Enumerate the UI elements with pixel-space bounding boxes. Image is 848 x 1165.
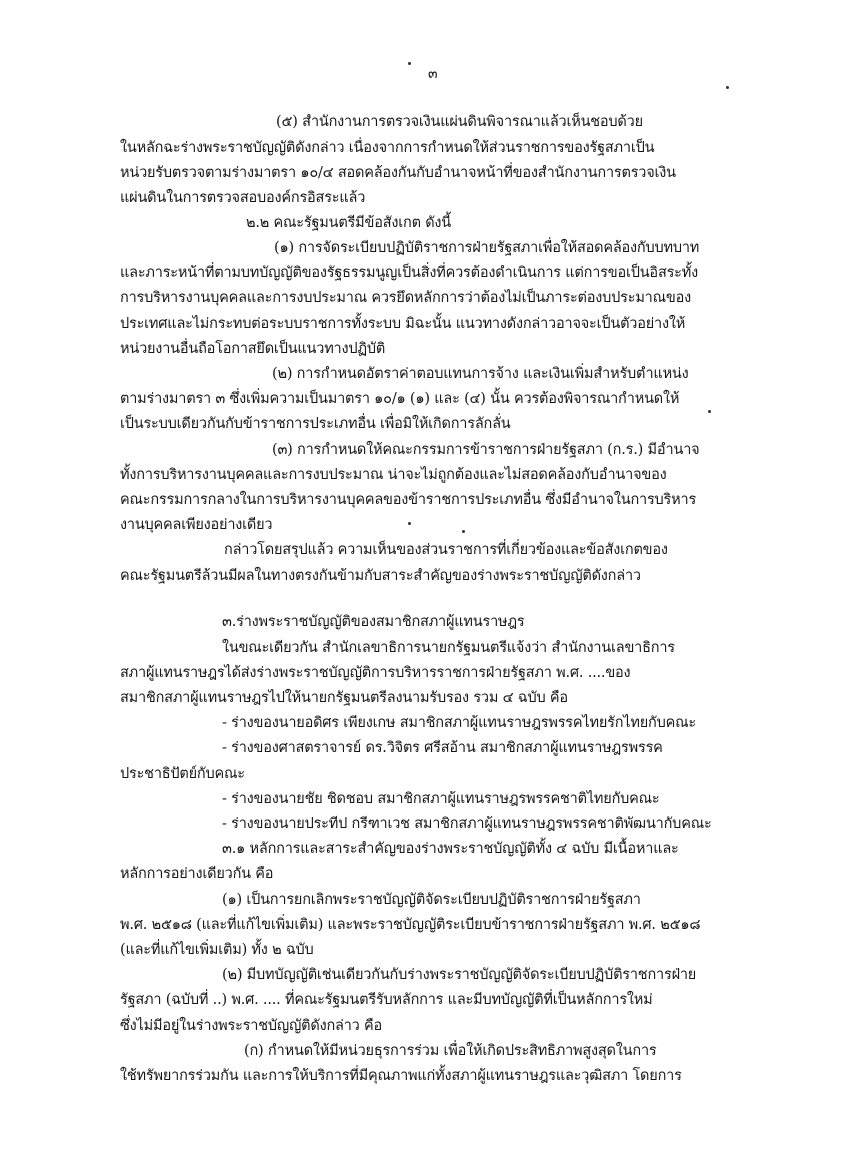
scan-speck [408,62,411,65]
text-line: (๕) สำนักงานการตรวจเงินแผ่นดินพิจารณาแล้วเห็นชอบด้วย [276,114,643,130]
list-item: - ร่างของศาสตราจารย์ ดร.วิจิตร ศรีสอ้าน สมาชิกสภาผู้แทนราษฎรพรรค [222,740,663,756]
text-line: ประชาธิปัตย์กับคณะ [120,766,245,782]
section-heading: ๓.ร่างพระราชบัญญัติของสมาชิกสภาผู้แทนราษฎร [222,614,525,630]
page-number: ๓ [428,66,438,82]
text-line: คณะรัฐมนตรีล้วนมีผลในทางตรงกันข้ามกับสาระสำคัญของร่างพระราชบัญญัติดังกล่าว [120,568,641,584]
text-line: (๒) การกำหนดอัตราค่าตอบแทนการจ้าง และเงินเพิ่มสำหรับตำแหน่ง [272,366,689,382]
text-line: งานบุคคลเพียงอย่างเดียว [120,517,273,533]
text-line: ซึ่งไม่มีอยู่ในร่างพระราชบัญญัติดังกล่าว คือ [120,1018,383,1034]
text-line: ตามร่างมาตรา ๓ ซึ่งเพิ่มความเป็นมาตรา ๑๐/๑ (๑) และ (๔) นั้น ควรต้องพิจารณากำหนดให้ [120,391,680,407]
list-item: - ร่างของนายอดิศร เพียงเกษ สมาชิกสภาผู้แทนราษฎรพรรคไทยรักไทยกับคณะ [222,715,696,731]
text-line: คณะกรรมการกลางในการบริหารงานบุคคลของข้าราชการประเภทอื่น ซึ่งมีอำนาจในการบริหาร [120,492,697,508]
text-line: กล่าวโดยสรุปแล้ว ความเห็นของส่วนราชการที่เกี่ยวข้องและข้อสังเกตของ [224,542,668,558]
text-line: สภาผู้แทนราษฎรได้ส่งร่างพระราชบัญญัติการบริหารราชการฝ่ายรัฐสภา พ.ศ. ....ของ [120,665,631,681]
scan-speck [462,530,465,533]
scan-speck [408,522,411,525]
text-line: (๓) การกำหนดให้คณะกรรมการข้าราชการฝ่ายรัฐสภา (ก.ร.) มีอำนาจ [272,442,700,458]
text-line: เป็นระบบเดียวกันกับข้าราชการประเภทอื่น เพื่อมิให้เกิดการลักลั่น [120,416,511,432]
text-line: (๑) การจัดระเบียบปฏิบัติราชการฝ่ายรัฐสภาเพื่อให้สอดคล้องกับบทบาท [274,240,700,256]
text-line: ในหลักฉะร่างพระราชบัญญัติดังกล่าว เนื่องจากการกำหนดให้ส่วนราชการของรัฐสภาเป็น [120,140,655,156]
section-heading: ๒.๒ คณะรัฐมนตรีมีข้อสังเกต ดังนี้ [246,215,452,231]
list-item: - ร่างของนายชัย ชิดชอบ สมาชิกสภาผู้แทนราษฎรพรรคชาติไทยกับคณะ [222,791,660,807]
text-line: หน่วยรับตรวจตามร่างมาตรา ๑๐/๔ สอดคล้องกันกับอำนาจหน้าที่ของสำนักงานการตรวจเงิน [120,165,676,181]
text-line: พ.ศ. ๒๕๑๘ (และที่แก้ไขเพิ่มเติม) และพระราชบัญญัติระเบียบข้าราชการฝ่ายรัฐสภา พ.ศ. ๒๕๑๘ [120,917,701,933]
text-line: รัฐสภา (ฉบับที่ ..) พ.ศ. .... ที่คณะรัฐมนตรีรับหลักการ และมีบทบัญญัติที่เป็นหลักการใหม่ [120,992,653,1008]
text-line: ทั้งการบริหารงานบุคคลและการงบประมาณ น่าจะไม่ถูกต้องและไม่สอดคล้องกับอำนาจของ [120,467,667,483]
text-line: สมาชิกสภาผู้แทนราษฎรไปให้นายกรัฐมนตรีลงนามรับรอง รวม ๔ ฉบับ คือ [120,690,568,706]
text-line: (และที่แก้ไขเพิ่มเติม) ทั้ง ๒ ฉบับ [120,942,314,958]
text-line: หน่วยงานอื่นถือโอกาสยึดเป็นแนวทางปฏิบัติ [120,341,386,357]
text-line: และภาระหน้าที่ตามบทบัญญัติของรัฐธรรมนูญเป็นสิ่งที่ควรต้องดำเนินการ แต่การขอเป็นอิสระทั้ง [120,265,699,281]
text-line: การบริหารงานบุคคลและการงบประมาณ ควรยึดหลักการว่าต้องไม่เป็นภาระต่องบประมาณของ [120,290,691,306]
text-line: (๒) มีบทบัญญัติเช่นเดียวกันกับร่างพระราชบัญญัติจัดระเบียบปฏิบัติราชการฝ่าย [222,967,697,983]
text-line: (๑) เป็นการยกเลิกพระราชบัญญัติจัดระเบียบปฏิบัติราชการฝ่ายรัฐสภา [222,892,641,908]
text-line: หลักการอย่างเดียวกัน คือ [120,866,274,882]
text-line: ใช้ทรัพยากรร่วมกัน และการให้บริการที่มีคุณภาพแก่ทั้งสภาผู้แทนราษฎรและวุฒิสภา โดยการ [120,1068,682,1084]
scan-speck [708,410,711,413]
text-line: ๓.๑ หลักการและสาระสำคัญของร่างพระราชบัญญัติทั้ง ๔ ฉบับ มีเนื้อหาและ [222,841,679,857]
text-line: ในขณะเดียวกัน สำนักเลขาธิการนายกรัฐมนตรีแจ้งว่า สำนักงานเลขาธิการ [222,640,675,656]
list-item: - ร่างของนายประทีป กรีฑาเวช สมาชิกสภาผู้แทนราษฎรพรรคชาติพัฒนากับคณะ [222,816,712,832]
scan-speck [726,86,729,89]
text-line: แผ่นดินในการตรวจสอบองค์กรอิสระแล้ว [120,190,366,206]
text-line: (ก) กำหนดให้มีหน่วยธุรการร่วม เพื่อให้เกิดประสิทธิภาพสูงสุดในการ [244,1043,657,1059]
text-line: ประเทศและไม่กระทบต่อระบบราชการทั้งระบบ มิฉะนั้น แนวทางดังกล่าวอาจจะเป็นตัวอย่างให้ [120,316,686,332]
